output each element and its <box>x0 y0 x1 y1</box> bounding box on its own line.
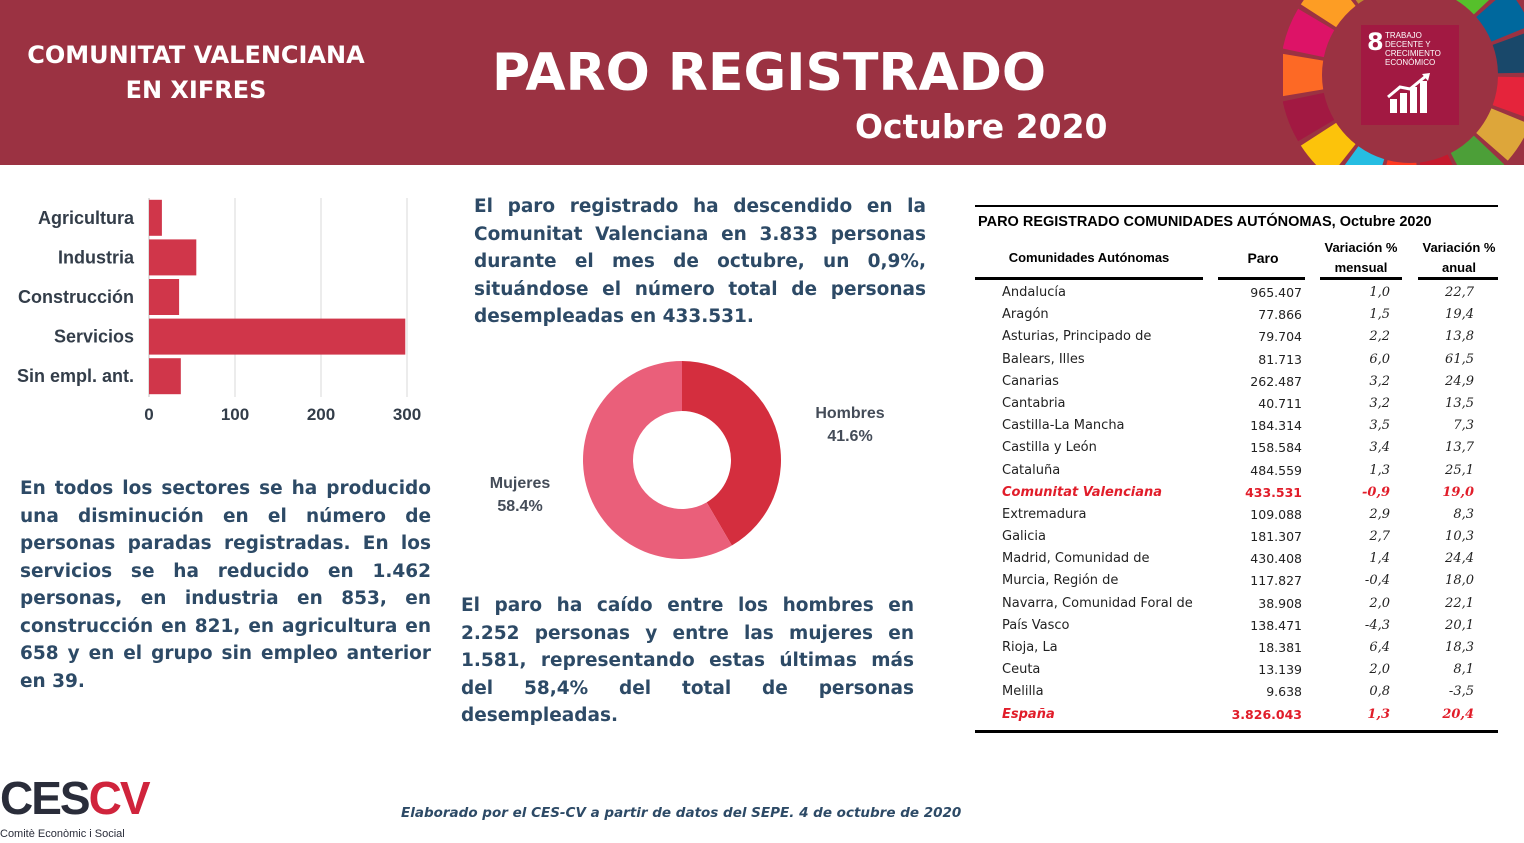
brand-line-1: COMUNITAT VALENCIANA <box>27 41 365 69</box>
cell-region: Extremadura <box>1002 506 1087 522</box>
table-row <box>975 437 1498 459</box>
cell-region: Aragón <box>1002 307 1049 323</box>
cell-monthly: 6,0 <box>1369 351 1390 367</box>
cell-region: Comunitat Valenciana <box>1002 484 1163 500</box>
cell-monthly: 2,0 <box>1369 662 1390 678</box>
sdg-wheel-segment <box>1476 0 1524 42</box>
bar-category-label: Industria <box>57 247 134 268</box>
cell-annual: 20,1 <box>1445 617 1474 633</box>
cell-paro: 484.559 <box>1250 462 1302 478</box>
sdg-number: 8 <box>1367 28 1384 56</box>
table-row <box>975 526 1498 548</box>
cell-paro: 184.314 <box>1250 418 1302 434</box>
page-title: PARO REGISTRADO <box>492 43 1047 103</box>
regions-table <box>975 205 1498 733</box>
cell-paro: 18.381 <box>1258 640 1302 655</box>
bar-tick-label: 0 <box>144 405 154 424</box>
cell-monthly: 2,7 <box>1369 529 1390 545</box>
cell-annual: 7,3 <box>1453 418 1474 434</box>
cell-monthly: -0,9 <box>1361 484 1390 500</box>
cell-paro: 38.908 <box>1258 595 1302 611</box>
col-header-paro: Paro <box>1247 250 1279 266</box>
cell-annual: 8,3 <box>1453 506 1474 522</box>
cell-paro: 430.408 <box>1250 551 1302 567</box>
cell-annual: 20,4 <box>1442 706 1474 722</box>
cell-monthly: 1,0 <box>1369 285 1390 300</box>
cell-annual: 24,4 <box>1445 551 1474 567</box>
cell-region: Castilla-La Mancha <box>1002 418 1125 434</box>
col-header-annual: Variación % anual <box>1422 240 1496 275</box>
cell-paro: 158.584 <box>1250 440 1302 456</box>
cell-region: Canarias <box>1002 373 1059 389</box>
bar-industria <box>149 239 196 275</box>
table-row <box>975 704 1498 726</box>
col-header-region: Comunidades Autónomas <box>1008 250 1170 265</box>
cell-monthly: -4,3 <box>1364 617 1390 633</box>
cell-monthly: -0,4 <box>1364 573 1390 589</box>
cell-region: Melilla <box>1002 684 1044 700</box>
table-row <box>975 349 1498 371</box>
gender-donut-chart <box>460 350 920 580</box>
cell-annual: 19,0 <box>1442 484 1474 500</box>
paragraph-sectors: En todos los sectores se ha producido una disminución en el número de personas paradas registradas. En los servicios se ha reducido en 1.462 personas, en industria en 853, en construcción en 821, en agricultura en 658 y en el grupo sin empleo anterior en 39. <box>20 478 431 692</box>
table-body <box>975 282 1498 726</box>
cell-monthly: 3,5 <box>1369 418 1390 434</box>
cell-region: Castilla y León <box>1002 440 1097 456</box>
bar-construcci-n <box>149 279 179 315</box>
cell-annual: 13,5 <box>1445 395 1474 411</box>
cell-region: Madrid, Comunidad de <box>1002 551 1150 567</box>
bar-category-label: Agricultura <box>37 207 134 228</box>
cell-paro: 262.487 <box>1250 373 1302 389</box>
table-row <box>975 482 1498 504</box>
cell-monthly: 1,3 <box>1369 462 1390 478</box>
donut-value-mujeres: 58.4% <box>497 498 543 515</box>
bar-agricultura <box>149 200 162 236</box>
table-row <box>975 659 1498 681</box>
table-row <box>975 415 1498 437</box>
table-row <box>975 282 1498 304</box>
table-row <box>975 371 1498 393</box>
header-banner <box>0 0 1524 165</box>
bar-category-label: Sin empl. ant. <box>16 366 134 387</box>
cell-paro: 965.407 <box>1250 285 1302 300</box>
sdg-wheel-segment <box>1283 54 1323 97</box>
donut-label-hombres: Hombres <box>815 405 885 422</box>
cell-region: España <box>1002 706 1055 722</box>
cell-region: Navarra, Comunidad Foral de <box>1002 595 1193 611</box>
donut-value-hombres: 41.6% <box>827 428 873 445</box>
cell-paro: 79.704 <box>1258 329 1302 345</box>
cell-region: Cataluña <box>1002 462 1061 478</box>
table-row <box>975 460 1498 482</box>
logo-cv: CV <box>88 772 149 824</box>
cell-paro: 3.826.043 <box>1231 706 1302 722</box>
cell-paro: 433.531 <box>1245 484 1302 500</box>
cell-annual: 25,1 <box>1445 462 1474 478</box>
table-row <box>975 637 1498 659</box>
brand-line-2: EN XIFRES <box>125 76 267 104</box>
table-row <box>975 393 1498 415</box>
bar-sin-empl-ant- <box>149 358 181 394</box>
sdg-goal-badge <box>1361 25 1459 125</box>
brand-title <box>0 38 392 108</box>
cell-paro: 117.827 <box>1250 573 1302 589</box>
cell-region: País Vasco <box>1002 617 1070 633</box>
header-rule <box>1418 277 1498 280</box>
cell-paro: 13.139 <box>1258 662 1302 678</box>
cell-paro: 181.307 <box>1250 529 1302 545</box>
paragraph-gender: El paro ha caído entre los hombres en 2.252 personas y entre las mujeres en 1.581, representando estas últimas más del 58,4% del total de personas desempleadas. <box>461 595 914 726</box>
growth-chart-icon <box>1386 73 1434 115</box>
cell-monthly: 1,5 <box>1369 307 1390 323</box>
table-row <box>975 326 1498 348</box>
cell-region: Asturias, Principado de <box>1002 329 1152 345</box>
sector-bar-chart <box>0 180 440 430</box>
table-bottom-rule <box>975 730 1498 733</box>
cell-monthly: 0,8 <box>1369 684 1390 700</box>
cell-annual: -3,5 <box>1448 684 1474 700</box>
cell-paro: 9.638 <box>1266 684 1302 700</box>
bar-category-label: Servicios <box>53 326 134 347</box>
table-row <box>975 570 1498 592</box>
cell-region: Cantabria <box>1002 395 1066 411</box>
cell-annual: 18,0 <box>1445 573 1474 589</box>
cescv-logo <box>0 772 150 843</box>
page-subtitle: Octubre 2020 <box>855 107 1108 146</box>
table-row <box>975 548 1498 570</box>
cell-monthly: 2,0 <box>1369 595 1390 611</box>
header-rule <box>1320 277 1402 280</box>
cell-paro: 138.471 <box>1250 617 1302 633</box>
logo-subtitle: Comitè Econòmic i Social <box>0 828 125 840</box>
cell-paro: 77.866 <box>1258 307 1302 323</box>
bar-tick-label: 300 <box>392 405 422 424</box>
table-row <box>975 593 1498 615</box>
cell-region: Galicia <box>1002 529 1046 545</box>
cell-paro: 40.711 <box>1258 395 1302 411</box>
table-title: PARO REGISTRADO COMUNIDADES AUTÓNOMAS, Octubre 2020 <box>978 214 1432 230</box>
header-rule <box>975 277 1203 280</box>
cell-region: Murcia, Región de <box>1002 573 1119 589</box>
paragraph-summary: El paro registrado ha descendido en la Comunitat Valenciana en 3.833 personas durante el mes de octubre, un 0,9%, situándose el número total de personas desempleadas en 433.531. <box>474 196 926 327</box>
cell-region: Ceuta <box>1002 662 1041 678</box>
donut-label-mujeres: Mujeres <box>489 475 551 492</box>
cell-annual: 10,3 <box>1445 529 1474 545</box>
col-header-monthly: Variación % mensual <box>1324 240 1398 275</box>
cell-region: Andalucía <box>1002 285 1066 300</box>
cell-monthly: 1,4 <box>1369 551 1390 567</box>
cell-annual: 18,3 <box>1445 640 1474 655</box>
footer-source: Elaborado por el CES-CV a partir de datos del SEPE. 4 de octubre de 2020 <box>401 805 962 821</box>
cell-annual: 22,7 <box>1445 285 1474 300</box>
cell-monthly: 1,3 <box>1367 706 1390 722</box>
cell-annual: 8,1 <box>1453 662 1474 678</box>
header-rule <box>1218 277 1305 280</box>
table-row <box>975 615 1498 637</box>
cell-monthly: 3,4 <box>1369 440 1390 456</box>
cell-annual: 19,4 <box>1445 307 1474 323</box>
cell-monthly: 2,9 <box>1369 506 1390 522</box>
bar-category-label: Construcción <box>17 287 134 307</box>
bar-tick-label: 200 <box>306 405 336 424</box>
cell-annual: 24,9 <box>1445 373 1474 389</box>
cell-monthly: 2,2 <box>1369 329 1390 345</box>
cell-annual: 13,7 <box>1445 440 1474 456</box>
table-row <box>975 304 1498 326</box>
sdg-label: TRABAJO DECENTE Y CRECIMIENTO ECONÓMICO <box>1385 31 1441 67</box>
logo-ces: CES <box>0 772 89 824</box>
cell-annual: 22,1 <box>1445 595 1474 611</box>
cell-monthly: 3,2 <box>1369 373 1390 389</box>
bar-tick-label: 100 <box>220 405 250 424</box>
bar-servicios <box>149 319 405 355</box>
table-row <box>975 504 1498 526</box>
cell-annual: 13,8 <box>1445 329 1474 345</box>
cell-monthly: 3,2 <box>1369 395 1390 411</box>
cell-paro: 81.713 <box>1258 351 1302 367</box>
table-row <box>975 681 1498 703</box>
logo-wordmark <box>0 772 149 824</box>
cell-annual: 61,5 <box>1445 351 1474 367</box>
cell-region: Rioja, La <box>1002 640 1058 655</box>
cell-monthly: 6,4 <box>1369 640 1390 655</box>
table-header <box>975 236 1498 280</box>
cell-paro: 109.088 <box>1250 506 1302 522</box>
cell-region: Balears, Illes <box>1002 351 1085 367</box>
